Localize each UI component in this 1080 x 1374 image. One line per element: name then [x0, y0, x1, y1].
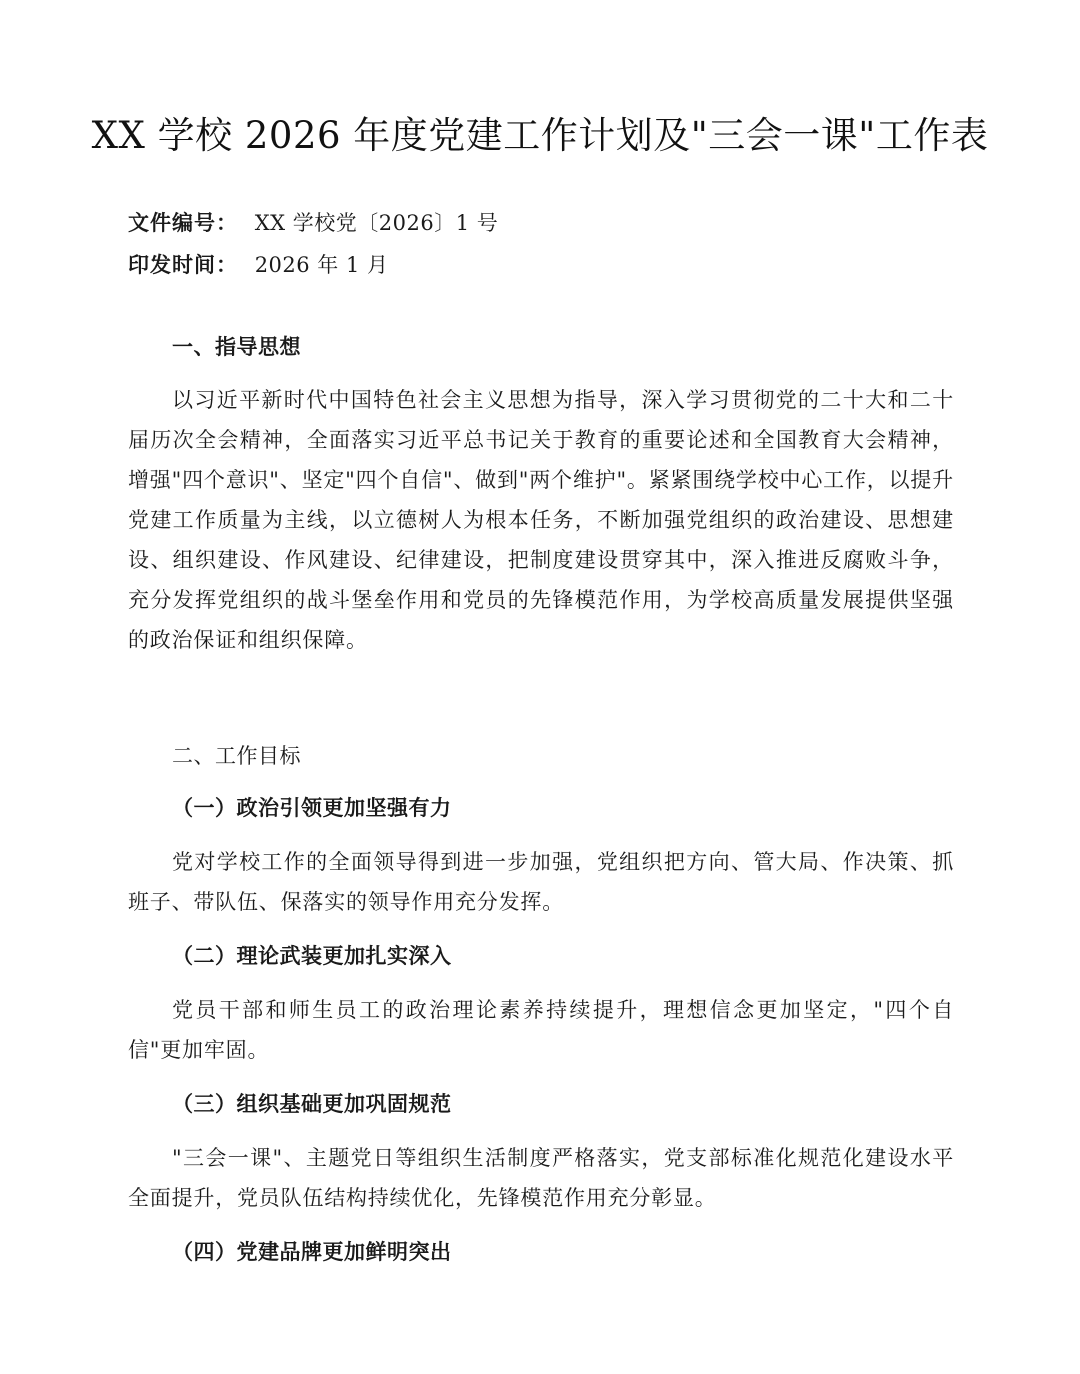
section1-paragraph: 以习近平新时代中国特色社会主义思想为指导，深入学习贯彻党的二十大和二十届历次全会精神，全面落实习近平总书记关于教育的重要论述和全国教育大会精神，增强"四个意识"、坚定"四个自信"、做到"两个维护"。紧紧围绕学校中心工作，以提升党建工作质量为主线，以立德树人为根本任务，不断加强党组织的政治建设、思想建设、组织建设、作风建设、纪律建设，把制度建设贯穿其中，深入推进反腐败斗争，充分发挥党组织的战斗堡垒作用和党员的先锋模范作用，为学校高质量发展提供坚强的政治保证和组织保障。	[128, 388, 954, 652]
file-number-value: XX 学校党〔2026〕1 号	[254, 211, 499, 235]
goal2-paragraph: 党员干部和师生员工的政治理论素养持续提升，理想信念更加坚定，"四个自信"更加牢固。	[128, 998, 954, 1062]
section2-heading: 二、工作目标	[172, 744, 301, 768]
section1-heading: 一、指导思想	[172, 335, 301, 359]
issue-date-value: 2026 年 1 月	[254, 253, 389, 277]
issue-date-label: 印发时间：	[128, 253, 238, 277]
goal4-heading: （四）党建品牌更加鲜明突出	[172, 1240, 452, 1264]
issue-date-row	[128, 250, 389, 280]
goal1-heading: （一）政治引领更加坚强有力	[172, 796, 452, 820]
document-title: XX 学校 2026 年度党建工作计划及"三会一课"工作表	[91, 114, 989, 157]
goal2-heading: （二）理论武装更加扎实深入	[172, 944, 452, 968]
file-number-label: 文件编号：	[128, 211, 238, 235]
goal3-paragraph: "三会一课"、主题党日等组织生活制度严格落实，党支部标准化规范化建设水平全面提升，党员队伍结构持续优化，先锋模范作用充分彰显。	[128, 1146, 954, 1210]
file-number-row	[128, 208, 498, 238]
goal1-paragraph: 党对学校工作的全面领导得到进一步加强，党组织把方向、管大局、作决策、抓班子、带队伍、保落实的领导作用充分发挥。	[128, 850, 954, 914]
goal3-heading: （三）组织基础更加巩固规范	[172, 1092, 452, 1116]
